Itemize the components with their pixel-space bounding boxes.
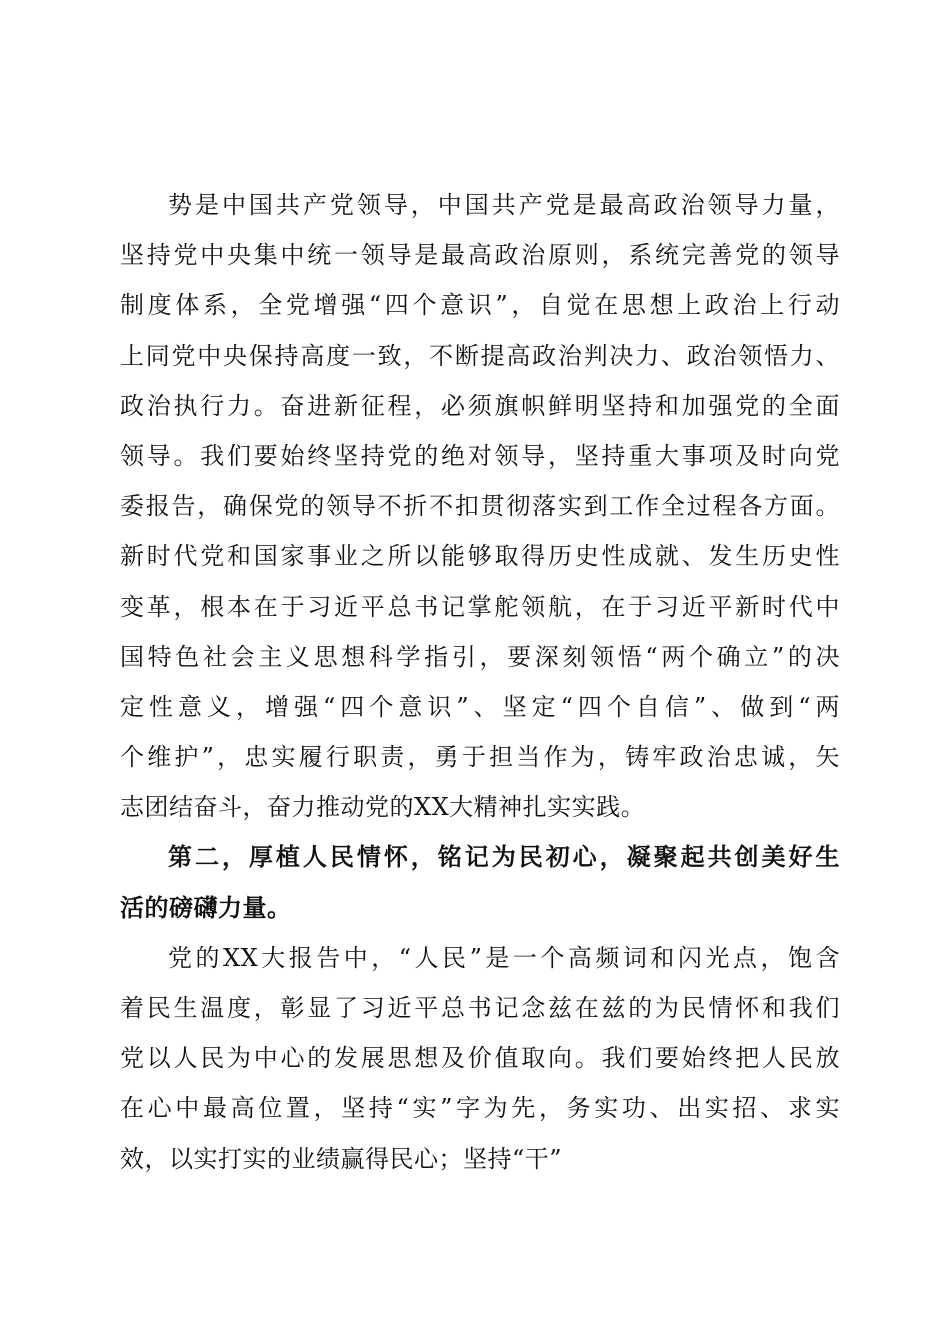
- section-heading-line: 活的磅礴力量。: [120, 893, 292, 922]
- paragraph-line: 党以人民为中心的发展思想及价值取向。我们要始终把人民放: [120, 1044, 840, 1073]
- paragraph-line: 委报告，确保党的领导不折不扣贯彻落实到工作全过程各方面。: [120, 492, 840, 521]
- paragraph-line: 着民生温度，彰显了习近平总书记念兹在兹的为民情怀和我们: [120, 994, 840, 1022]
- paragraph-line: 上同党中央保持高度一致，不断提高政治判决力、政治领悟力、: [120, 341, 840, 370]
- paragraph-line: 定性意义，增强“四个意识”、坚定“四个自信”、做到“两: [120, 692, 840, 721]
- paragraph-line: 党的XX大报告中，“人民”是一个高频词和闪光点，饱含: [168, 943, 840, 972]
- paragraph-line: 效，以实打实的业绩赢得民心；坚持“干”: [120, 1144, 563, 1173]
- paragraph-line: 志团结奋斗，奋力推动党的XX大精神扎实实践。: [120, 793, 646, 822]
- paragraph-line: 政治执行力。奋进新征程，必须旗帜鲜明坚持和加强党的全面: [120, 391, 840, 420]
- paragraph-line: 制度体系，全党增强“四个意识”，自觉在思想上政治上行动: [120, 291, 840, 320]
- paragraph-line: 势是中国共产党领导，中国共产党是最高政治领导力量，: [168, 191, 840, 219]
- paragraph-line: 坚持党中央集中统一领导是最高政治原则，系统完善党的领导: [120, 241, 840, 270]
- paragraph-line: 领导。我们要始终坚持党的绝对领导，坚持重大事项及时向党: [120, 441, 840, 470]
- section-heading-line: 第二，厚植人民情怀，铭记为民初心，凝聚起共创美好生: [168, 843, 840, 872]
- paragraph-line: 在心中最高位置，坚持“实”字为先，务实功、出实招、求实: [120, 1094, 840, 1123]
- paragraph-line: 新时代党和国家事业之所以能够取得历史性成就、发生历史性: [120, 542, 840, 571]
- document-body: [120, 180, 840, 1184]
- paragraph-line: 变革，根本在于习近平总书记掌舵领航，在于习近平新时代中: [120, 592, 840, 621]
- paragraph-line: 个维护”，忠实履行职责，勇于担当作为，铸牢政治忠诚，矢: [120, 743, 840, 772]
- paragraph-line: 国特色社会主义思想科学指引，要深刻领悟“两个确立”的决: [120, 642, 840, 671]
